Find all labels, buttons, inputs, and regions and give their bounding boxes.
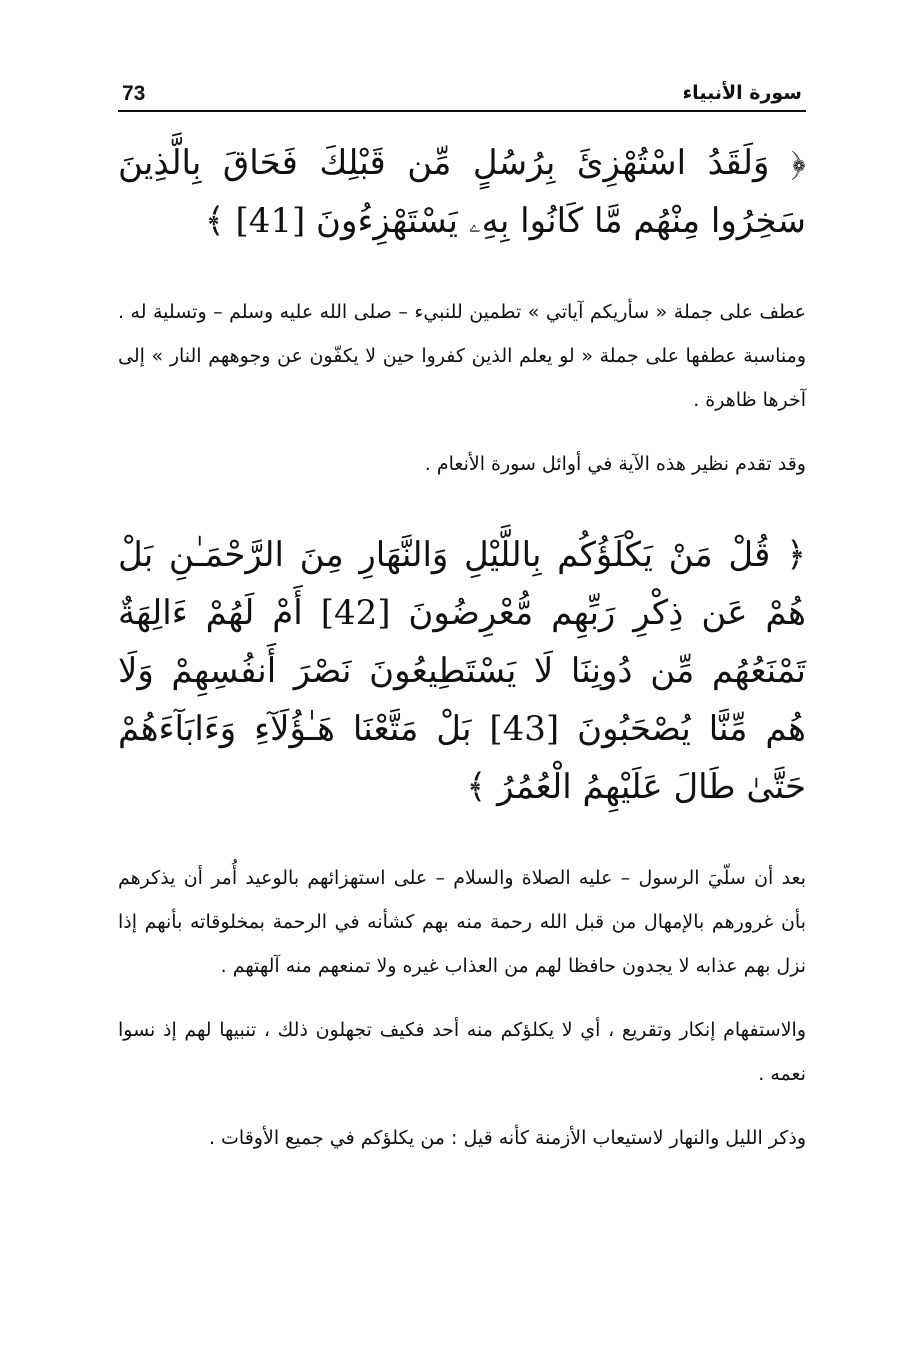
commentary-paragraph-4: والاستفهام إنكار وتقريع ، أي لا يكلؤكم منه أحد فكيف تجهلون ذلك ، تنبيها لهم إذ نسوا نعمه .	[118, 1019, 806, 1085]
commentary-paragraph-5: وذكر الليل والنهار لاستيعاب الأزمنة كأنه قيل : من يكلؤكم في جميع الأوقات .	[208, 1127, 806, 1149]
quran-verse-41: ﴿ وَلَقَدُ اسْتُهْزِئَ بِرُسُلٍ مِّن قَبْلِكَ فَحَاقَ بِالَّذِينَ سَخِرُوا مِنْهُم مَّا كَانُوا بِهِۦ يَسْتَهْزِءُونَ [41] ﴾	[118, 143, 806, 241]
surah-name: سورة الأنبياء	[682, 82, 802, 104]
commentary-paragraph-3: بعد أن سلّيَ الرسول – عليه الصلاة والسلام – على استهزائهم بالوعيد أُمر أن يذكرهم بأن غرورهم بالإمهال من قبل الله رحمة منه بهم كشأنه في الرحمة بمخلوقاته بأنهم إذا نزل بهم عذابه لا يجدون حافظا لهم من العذاب غيره ولا تمنعهم منه آلهتهم .	[118, 867, 806, 977]
book-page	[118, 70, 806, 1310]
quran-verses-42-44: ﴿ قُلْ مَنْ يَكْلَؤُكُم بِاللَّيْلِ وَالنَّهَارِ مِنَ الرَّحْمَـٰنِ بَلْ هُمْ عَن ذِكْرِ رَبِّهِم مُّعْرِضُونَ [42] أَمْ لَهُمْ ءَالِهَةٌ تَمْنَعُهُم مِّن دُونِنَا لَا يَسْتَطِيعُونَ نَصْرَ أَنفُسِهِمْ وَلَا هُم مِّنَّا يُصْحَبُونَ [43] بَلْ مَتَّعْنَا هَـٰؤُلَآءِ وَءَابَآءَهُمْ حَتَّىٰ طَالَ عَلَيْهِمُ الْعُمُرُ ﴾	[118, 535, 806, 807]
page-number: 73	[122, 82, 146, 105]
page-header	[118, 70, 806, 112]
commentary-paragraph-1: عطف على جملة « سأريكم آياتي » تطمين للنبيء – صلى الله عليه وسلم – وتسلية له . ومناسبة عطفها على جملة « لو يعلم الذين كفروا حين لا يكفّون عن وجوههم النار » إلى آخرها ظاهرة .	[118, 301, 806, 411]
commentary-paragraph-2: وقد تقدم نظير هذه الآية في أوائل سورة الأنعام .	[424, 453, 806, 475]
